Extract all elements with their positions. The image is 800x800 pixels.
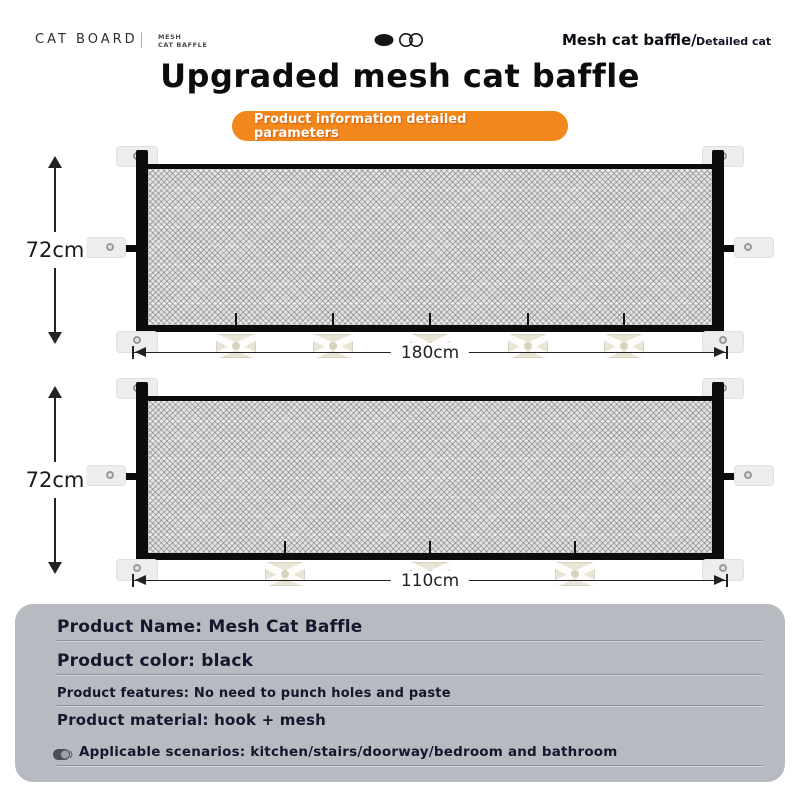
height-dimension-large <box>25 156 85 344</box>
bottom-bar <box>136 553 724 560</box>
screw-icon <box>133 336 141 344</box>
screw-icon <box>106 471 114 479</box>
nav-detail-link[interactable]: Detailed cat <box>696 35 772 48</box>
spec-row-product-features: Product features: No need to punch holes and paste <box>57 686 451 701</box>
screw-icon <box>719 564 727 572</box>
width-dimension-label: 110cm <box>391 571 469 591</box>
screw-icon <box>744 471 752 479</box>
width-dimension-small <box>132 571 728 591</box>
divider <box>57 705 763 707</box>
divider <box>57 640 763 642</box>
info-badge <box>232 111 568 141</box>
divider <box>57 765 763 767</box>
page-title: Upgraded mesh cat baffle <box>160 57 640 95</box>
mesh-panel <box>148 401 712 553</box>
pole-right <box>712 382 724 580</box>
info-badge-line2: parameters <box>254 126 339 141</box>
pole-left <box>136 382 148 580</box>
height-dimension-label: 72cm <box>24 462 87 498</box>
height-dimension-label: 72cm <box>24 232 87 268</box>
brand-subtext-line2: CAT BAFFLE <box>158 40 208 49</box>
spec-row-product-material: Product material: hook + mesh <box>57 711 327 729</box>
info-badge-line1: Product information detailed <box>254 112 467 127</box>
hook-tick <box>527 313 529 325</box>
header-center-icons <box>374 32 428 52</box>
screw-icon <box>106 243 114 251</box>
hook-tick <box>429 313 431 325</box>
spec-row-product-name: Product Name: Mesh Cat Baffle <box>57 617 363 637</box>
nav-product-link[interactable]: Mesh cat baffle/ <box>562 31 697 49</box>
divider <box>57 674 763 676</box>
screw-icon <box>719 336 727 344</box>
mid-mount-left <box>86 237 126 258</box>
screw-icon <box>744 243 752 251</box>
hook-tick <box>235 313 237 325</box>
mesh-panel <box>148 169 712 325</box>
mid-mount-right <box>734 465 774 486</box>
spec-row-applicable-scenarios: Applicable scenarios: kitchen/stairs/doorway/bedroom and bathroom <box>79 744 618 760</box>
hook-tick <box>284 541 286 553</box>
height-dimension-small <box>25 386 85 574</box>
hook-tick <box>332 313 334 325</box>
hook-tick <box>623 313 625 325</box>
hook-tick <box>574 541 576 553</box>
bottom-bar <box>136 325 724 332</box>
brand-subtext <box>158 34 207 49</box>
brand-divider: | <box>139 30 145 48</box>
screw-icon <box>133 564 141 572</box>
width-dimension-large <box>132 343 728 363</box>
width-dimension-label: 180cm <box>391 343 469 363</box>
brand-logo: CAT BOARD <box>35 32 138 47</box>
spec-row-product-color: Product color: black <box>57 651 254 671</box>
spec-panel <box>15 604 785 782</box>
scenario-toggle-icon <box>53 746 75 765</box>
mid-mount-left <box>86 465 126 486</box>
mid-mount-right <box>734 237 774 258</box>
brand-subtext-line1: MESH <box>158 33 182 41</box>
oval-icon <box>375 34 394 46</box>
hook-tick <box>429 541 431 553</box>
